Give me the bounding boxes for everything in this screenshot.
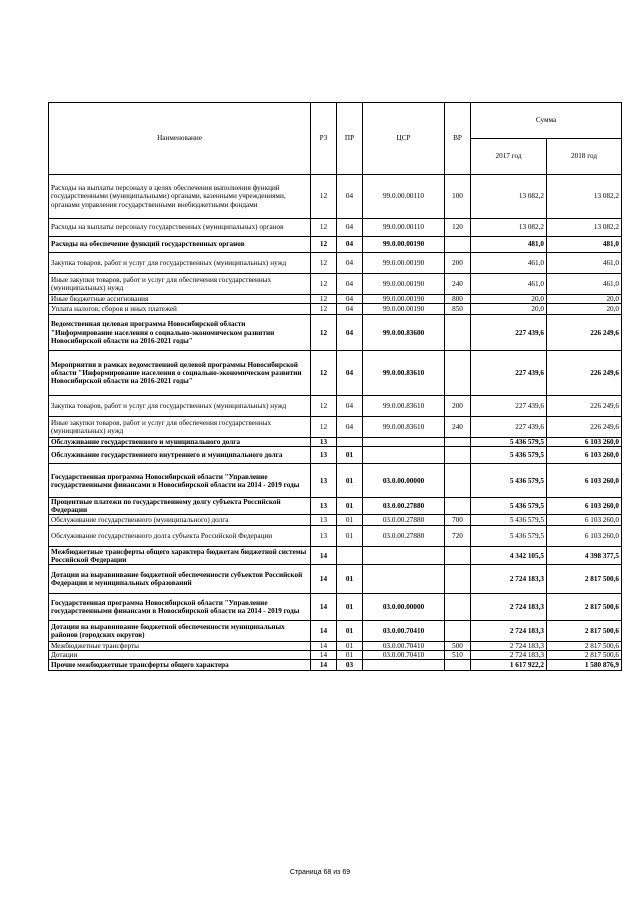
col-rz-header: РЗ <box>311 103 337 175</box>
cell-vr: 240 <box>445 274 471 295</box>
cell-csr: 99.0.00.83610 <box>363 396 445 417</box>
cell-name: Расходы на выплаты персоналу в целях обеспечения выполнения функций государственными (муниципальными) органами, казенными учреждениями, органами управления государственными внебюджетными фондами <box>49 175 311 219</box>
cell-csr <box>363 660 445 671</box>
cell-csr: 03.0.00.00000 <box>363 594 445 621</box>
cell-vr <box>445 621 471 642</box>
cell-rz: 14 <box>311 660 337 671</box>
cell-y2: 226 249,6 <box>547 351 622 396</box>
cell-y2: 13 082,2 <box>547 175 622 219</box>
cell-y2: 2 817 500,6 <box>547 565 622 594</box>
cell-pr: 04 <box>337 237 363 253</box>
cell-name: Государственная программа Новосибирской области "Управление государственными финансами в Новосибирской области на 2014 - 2019 годы <box>49 464 311 498</box>
cell-y1: 5 436 579,5 <box>471 464 547 498</box>
cell-name: Межбюджетные трансферты <box>49 642 311 651</box>
cell-y2: 6 103 260,0 <box>547 526 622 547</box>
cell-y1: 5 436 579,5 <box>471 498 547 515</box>
col-vr-header: ВР <box>445 103 471 175</box>
cell-y2: 2 817 500,6 <box>547 621 622 642</box>
cell-csr: 99.0.00.00110 <box>363 175 445 219</box>
cell-rz: 12 <box>311 253 337 274</box>
cell-y2: 1 580 876,9 <box>547 660 622 671</box>
cell-name: Обслуживание государственного (муниципального) долга <box>49 515 311 526</box>
cell-y1: 461,0 <box>471 253 547 274</box>
cell-csr: 99.0.00.00190 <box>363 237 445 253</box>
table-row <box>49 253 622 274</box>
cell-y1: 227 439,6 <box>471 315 547 351</box>
cell-vr <box>445 447 471 464</box>
cell-csr: 99.0.00.83610 <box>363 417 445 438</box>
cell-pr: 01 <box>337 498 363 515</box>
cell-csr: 99.0.00.00190 <box>363 253 445 274</box>
table-row <box>49 651 622 660</box>
cell-pr: 04 <box>337 219 363 237</box>
table-row <box>49 175 622 219</box>
cell-pr: 04 <box>337 253 363 274</box>
cell-y1: 481,0 <box>471 237 547 253</box>
cell-name: Мероприятия в рамках ведомственной целевой программы Новосибирской области "Информирование населения о социально-экономическом развитии Новосибирской области на 2016-2021 годы" <box>49 351 311 396</box>
table-row <box>49 315 622 351</box>
table-row <box>49 447 622 464</box>
cell-pr: 04 <box>337 175 363 219</box>
col-pr-header: ПР <box>337 103 363 175</box>
cell-pr: 04 <box>337 274 363 295</box>
cell-y1: 2 724 183,3 <box>471 621 547 642</box>
cell-pr <box>337 438 363 447</box>
cell-y1: 227 439,6 <box>471 351 547 396</box>
cell-y1: 20,0 <box>471 295 547 304</box>
cell-vr: 200 <box>445 396 471 417</box>
cell-rz: 12 <box>311 219 337 237</box>
cell-vr <box>445 438 471 447</box>
cell-vr <box>445 498 471 515</box>
page-number: Страница 68 из 69 <box>289 869 351 876</box>
cell-y2: 226 249,6 <box>547 417 622 438</box>
cell-rz: 14 <box>311 621 337 642</box>
col-2017-header: 2017 год <box>471 139 547 175</box>
cell-name: Процентные платежи по государственному долгу субъекта Российской Федерации <box>49 498 311 515</box>
cell-y1: 2 724 183,3 <box>471 594 547 621</box>
cell-rz: 13 <box>311 526 337 547</box>
cell-pr: 01 <box>337 526 363 547</box>
cell-csr: 03.0.00.00000 <box>363 464 445 498</box>
cell-y1: 13 082,2 <box>471 219 547 237</box>
table-row <box>49 621 622 642</box>
cell-csr: 99.0.00.83610 <box>363 351 445 396</box>
cell-rz: 13 <box>311 447 337 464</box>
cell-csr: 03.0.00.27880 <box>363 526 445 547</box>
cell-y2: 2 817 500,6 <box>547 651 622 660</box>
cell-name: Иные закупки товаров, работ и услуг для обеспечения государственных (муниципальных) нужд <box>49 417 311 438</box>
table-body <box>49 175 622 671</box>
col-sum-header: Сумма <box>471 103 622 139</box>
table-row <box>49 237 622 253</box>
cell-vr <box>445 660 471 671</box>
cell-name: Иные бюджетные ассигнования <box>49 295 311 304</box>
col-2018-header: 2018 год <box>547 139 622 175</box>
cell-pr: 01 <box>337 515 363 526</box>
cell-y2: 226 249,6 <box>547 315 622 351</box>
table-row <box>49 295 622 304</box>
cell-name: Государственная программа Новосибирской области "Управление государственными финансами в Новосибирской области на 2014 - 2019 годы <box>49 594 311 621</box>
cell-pr: 04 <box>337 351 363 396</box>
cell-name: Расходы на выплаты персоналу государственных (муниципальных) органов <box>49 219 311 237</box>
cell-csr: 99.0.00.00190 <box>363 274 445 295</box>
cell-y1: 20,0 <box>471 304 547 315</box>
cell-name: Обслуживание государственного долга субъекта Российской Федерации <box>49 526 311 547</box>
cell-rz: 12 <box>311 175 337 219</box>
cell-vr <box>445 565 471 594</box>
cell-rz: 14 <box>311 651 337 660</box>
cell-pr: 03 <box>337 660 363 671</box>
cell-name: Дотации на выравнивание бюджетной обеспеченности субъектов Российской Федерации и муниципальных образований <box>49 565 311 594</box>
cell-y1: 5 436 579,5 <box>471 526 547 547</box>
cell-y2: 6 103 260,0 <box>547 498 622 515</box>
cell-vr: 850 <box>445 304 471 315</box>
cell-vr: 120 <box>445 219 471 237</box>
table-row <box>49 660 622 671</box>
cell-csr <box>363 565 445 594</box>
cell-pr: 04 <box>337 315 363 351</box>
cell-y1: 1 617 922,2 <box>471 660 547 671</box>
table-row <box>49 642 622 651</box>
cell-pr: 01 <box>337 621 363 642</box>
cell-rz: 12 <box>311 304 337 315</box>
cell-vr: 800 <box>445 295 471 304</box>
cell-rz: 13 <box>311 438 337 447</box>
cell-pr: 01 <box>337 565 363 594</box>
cell-rz: 12 <box>311 274 337 295</box>
cell-vr: 200 <box>445 253 471 274</box>
cell-vr: 700 <box>445 515 471 526</box>
cell-vr: 510 <box>445 651 471 660</box>
cell-vr <box>445 594 471 621</box>
cell-vr <box>445 547 471 565</box>
cell-vr <box>445 351 471 396</box>
cell-name: Иные закупки товаров, работ и услуг для обеспечения государственных (муниципальных) нужд <box>49 274 311 295</box>
cell-y1: 2 724 183,3 <box>471 565 547 594</box>
cell-y2: 20,0 <box>547 304 622 315</box>
cell-vr: 240 <box>445 417 471 438</box>
cell-name: Закупка товаров, работ и услуг для государственных (муниципальных) нужд <box>49 396 311 417</box>
table-row <box>49 219 622 237</box>
cell-vr <box>445 237 471 253</box>
cell-csr: 03.0.00.70410 <box>363 651 445 660</box>
cell-y2: 481,0 <box>547 237 622 253</box>
cell-csr: 99.0.00.83600 <box>363 315 445 351</box>
cell-rz: 13 <box>311 464 337 498</box>
cell-y1: 5 436 579,5 <box>471 438 547 447</box>
table-row <box>49 304 622 315</box>
cell-y2: 6 103 260,0 <box>547 515 622 526</box>
cell-csr: 03.0.00.70410 <box>363 642 445 651</box>
cell-y1: 227 439,6 <box>471 417 547 438</box>
cell-y1: 461,0 <box>471 274 547 295</box>
cell-rz: 14 <box>311 594 337 621</box>
cell-rz: 14 <box>311 642 337 651</box>
cell-rz: 13 <box>311 498 337 515</box>
cell-pr: 01 <box>337 651 363 660</box>
table-row <box>49 498 622 515</box>
cell-rz: 14 <box>311 547 337 565</box>
cell-y2: 461,0 <box>547 253 622 274</box>
cell-name: Уплата налогов, сборов и иных платежей <box>49 304 311 315</box>
cell-vr <box>445 315 471 351</box>
cell-csr: 99.0.00.00190 <box>363 304 445 315</box>
cell-y2: 2 817 500,6 <box>547 642 622 651</box>
cell-pr: 01 <box>337 464 363 498</box>
cell-name: Расходы на обеспечение функций государственных органов <box>49 237 311 253</box>
cell-name: Дотации на выравнивание бюджетной обеспеченности муниципальных районов (городских округов) <box>49 621 311 642</box>
cell-pr: 04 <box>337 396 363 417</box>
cell-name: Закупка товаров, работ и услуг для государственных (муниципальных) нужд <box>49 253 311 274</box>
cell-vr: 720 <box>445 526 471 547</box>
table-row <box>49 565 622 594</box>
cell-name: Обслуживание государственного внутреннего и муниципального долга <box>49 447 311 464</box>
cell-vr: 100 <box>445 175 471 219</box>
table-row <box>49 396 622 417</box>
cell-csr <box>363 447 445 464</box>
cell-csr: 03.0.00.27880 <box>363 498 445 515</box>
cell-y1: 4 342 105,5 <box>471 547 547 565</box>
cell-y1: 2 724 183,3 <box>471 642 547 651</box>
table-row <box>49 594 622 621</box>
cell-csr: 03.0.00.27880 <box>363 515 445 526</box>
cell-y2: 226 249,6 <box>547 396 622 417</box>
table-row <box>49 464 622 498</box>
table-row <box>49 438 622 447</box>
cell-rz: 12 <box>311 315 337 351</box>
cell-csr: 03.0.00.70410 <box>363 621 445 642</box>
cell-y2: 6 103 260,0 <box>547 447 622 464</box>
cell-pr: 01 <box>337 642 363 651</box>
cell-pr: 01 <box>337 594 363 621</box>
cell-name: Прочие межбюджетные трансферты общего характера <box>49 660 311 671</box>
cell-csr: 99.0.00.00110 <box>363 219 445 237</box>
table-row <box>49 547 622 565</box>
cell-pr <box>337 547 363 565</box>
table-row <box>49 526 622 547</box>
table-row <box>49 515 622 526</box>
col-csr-header: ЦСР <box>363 103 445 175</box>
cell-y1: 5 436 579,5 <box>471 515 547 526</box>
cell-rz: 12 <box>311 396 337 417</box>
cell-y2: 13 082,2 <box>547 219 622 237</box>
cell-name: Ведомственная целевая программа Новосибирской области "Информирование населения о социально-экономическом развитии Новосибирской области на 2016-2021 годы" <box>49 315 311 351</box>
cell-y1: 5 436 579,5 <box>471 447 547 464</box>
cell-rz: 12 <box>311 417 337 438</box>
cell-y2: 4 398 377,5 <box>547 547 622 565</box>
cell-name: Обслуживание государственного и муниципального долга <box>49 438 311 447</box>
cell-pr: 04 <box>337 304 363 315</box>
cell-name: Дотации <box>49 651 311 660</box>
budget-table <box>48 102 622 671</box>
cell-name: Межбюджетные трансферты общего характера бюджетам бюджетной системы Российской Федерации <box>49 547 311 565</box>
cell-rz: 12 <box>311 295 337 304</box>
col-name-header: Наименование <box>49 103 311 175</box>
cell-y2: 6 103 260,0 <box>547 438 622 447</box>
cell-pr: 01 <box>337 447 363 464</box>
cell-y2: 461,0 <box>547 274 622 295</box>
cell-y2: 20,0 <box>547 295 622 304</box>
cell-pr: 04 <box>337 295 363 304</box>
cell-y1: 2 724 183,3 <box>471 651 547 660</box>
cell-pr: 04 <box>337 417 363 438</box>
cell-rz: 14 <box>311 565 337 594</box>
cell-rz: 12 <box>311 237 337 253</box>
table-row <box>49 417 622 438</box>
cell-csr: 99.0.00.00190 <box>363 295 445 304</box>
table-row <box>49 351 622 396</box>
table-row <box>49 274 622 295</box>
cell-vr <box>445 464 471 498</box>
cell-rz: 12 <box>311 351 337 396</box>
cell-y1: 13 082,2 <box>471 175 547 219</box>
cell-y2: 2 817 500,6 <box>547 594 622 621</box>
cell-csr <box>363 547 445 565</box>
cell-csr <box>363 438 445 447</box>
cell-rz: 13 <box>311 515 337 526</box>
cell-vr: 500 <box>445 642 471 651</box>
cell-y1: 227 439,6 <box>471 396 547 417</box>
cell-y2: 6 103 260,0 <box>547 464 622 498</box>
